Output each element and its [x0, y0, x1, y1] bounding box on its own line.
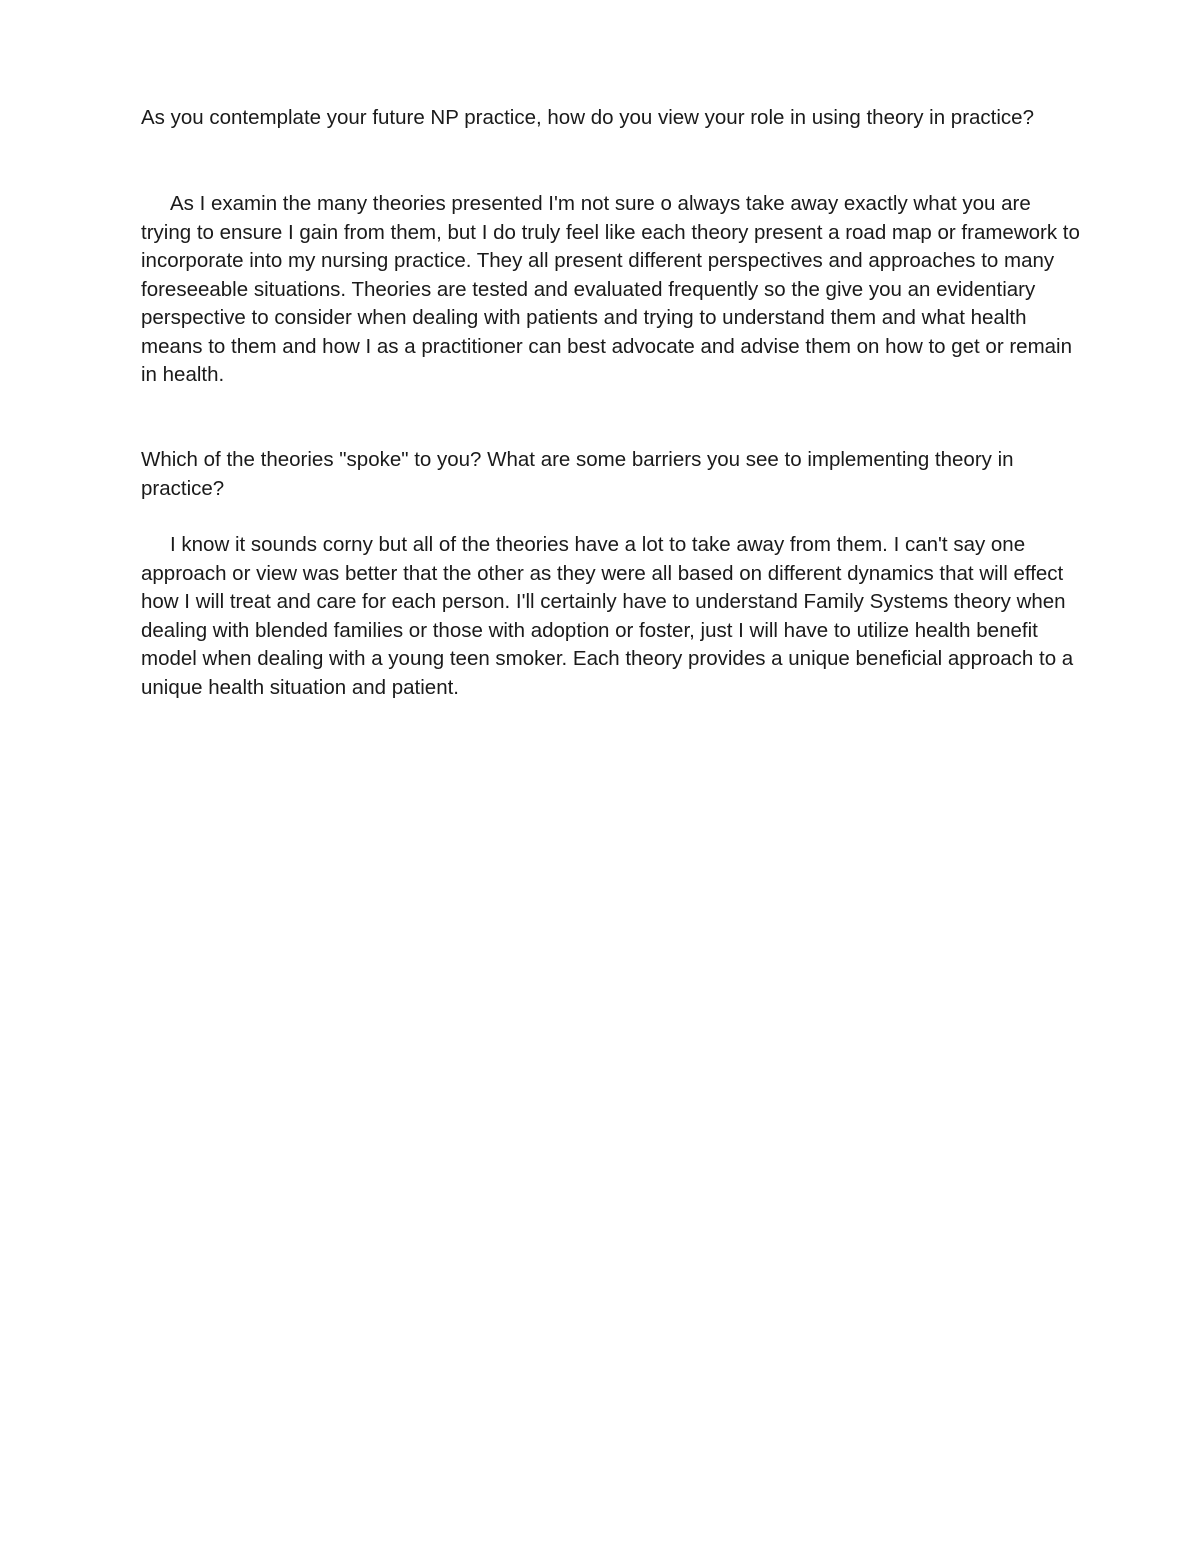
answer-2: I know it sounds corny but all of the theories have a lot to take away from them. I can't say one approach or view was better that the other as they were all based on different dynamics that will effect how I will treat and care for each person. I'll certainly have to understand Family Systems theory when dealing with blended families or those with adoption or foster, just I will have to utilize health benefit model when dealing with a young teen smoker. Each theory provides a unique beneficial approach to a unique health situation and patient.: [141, 533, 1074, 699]
question-2: Which of the theories "spoke" to you? What are some barriers you see to implementing theory in practice?: [141, 448, 1014, 500]
answer-1: As I examin the many theories presented I'm not sure o always take away exactly what you are trying to ensure I gain from them, but I do truly feel like each theory present a road map or framework to incorporate into my nursing practice. They all present different perspectives and approaches to many foreseeable situations. Theories are tested and evaluated frequently so the give you an evidentiary perspective to consider when dealing with patients and trying to understand them and what health means to them and how I as a practitioner can best advocate and advise them on how to get or remain in health.: [141, 192, 1080, 386]
question-1: As you contemplate your future NP practice, how do you view your role in using theory in practice?: [141, 106, 1034, 129]
